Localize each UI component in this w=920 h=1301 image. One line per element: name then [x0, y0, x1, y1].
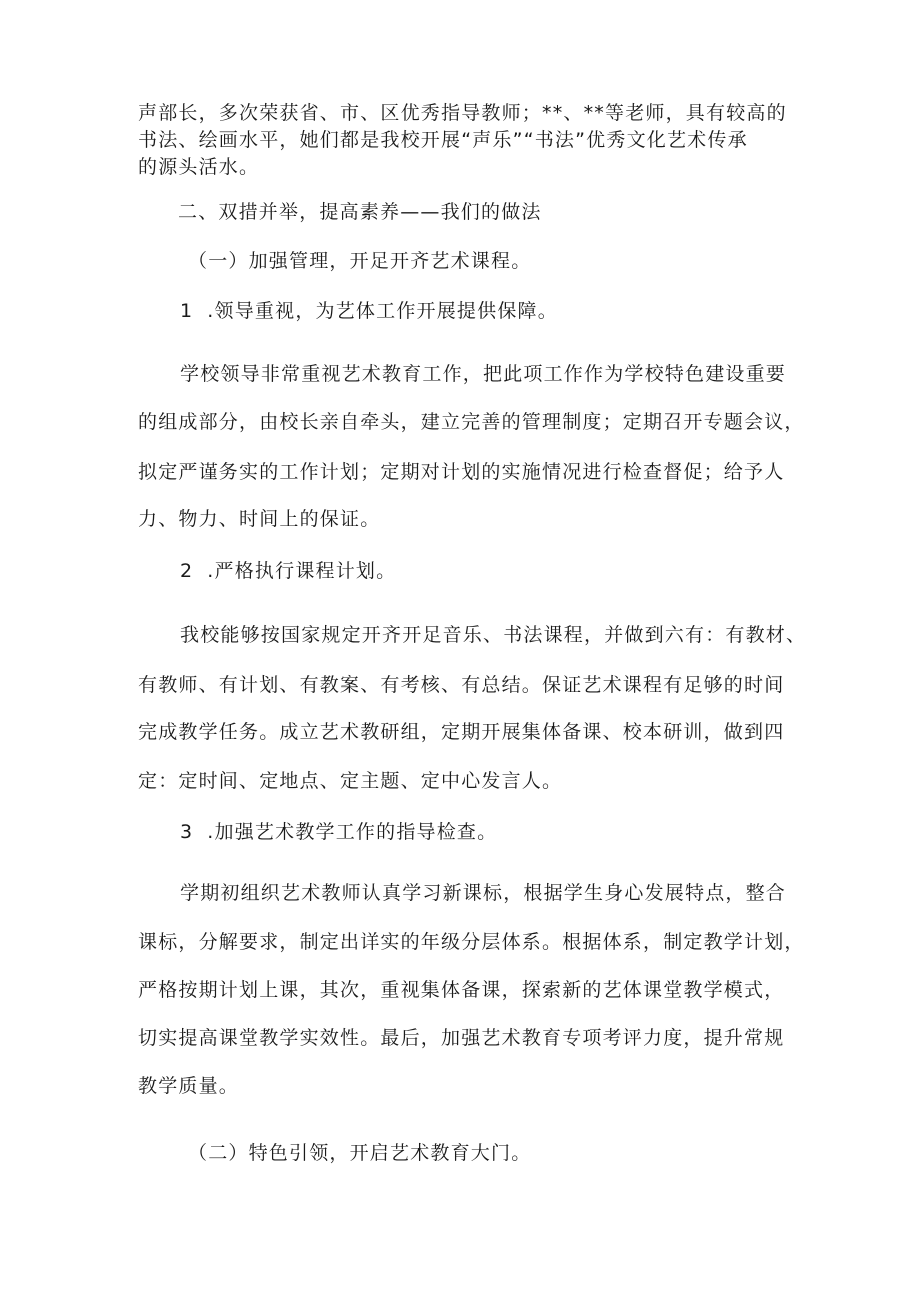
intro-line-1: 声部长，多次荣获省、市、区优秀指导教师；**、**等老师，具有较高的	[138, 102, 787, 124]
paragraph-3-line-1: 学期初组织艺术教师认真学习新课标，根据学生身心发展特点，整合	[180, 882, 787, 904]
paragraph-2-line-1: 我校能够按国家规定开齐开足音乐、书法课程，并做到六有：有教材、	[180, 624, 807, 646]
paragraph-2-line-4: 定：定时间、定地点、定主题、定中心发言人。	[138, 770, 563, 792]
paragraph-1-line-1: 学校领导非常重视艺术教育工作，把此项工作作为学校特色建设重要	[180, 363, 787, 385]
item-1-number: 1	[180, 300, 194, 322]
paragraph-1-line-4: 力、物力、时间上的保证。	[138, 508, 381, 530]
intro-line-3: 的源头活水。	[138, 156, 260, 178]
paragraph-3-line-3: 严格按期计划上课，其次，重视集体备课，探索新的艺体课堂教学模式，	[138, 979, 785, 1001]
item-3-heading	[180, 820, 497, 844]
paragraph-1-line-3: 拟定严谨务实的工作计划；定期对计划的实施情况进行检查督促；给予人	[138, 461, 785, 483]
item-3-title: .加强艺术教学工作的指导检查。	[207, 821, 498, 843]
paragraph-3-line-5: 教学质量。	[138, 1075, 240, 1097]
subsection-heading-1: （一）加强管理，开足开齐艺术课程。	[188, 250, 532, 272]
item-3-number: 3	[180, 821, 194, 843]
paragraph-3-line-4: 切实提高课堂教学实效性。最后，加强艺术教育专项考评力度，提升常规	[138, 1027, 785, 1049]
item-2-number: 2	[180, 560, 194, 582]
item-2-title: .严格执行课程计划。	[207, 560, 397, 582]
item-1-title: .领导重视，为艺体工作开展提供保障。	[207, 300, 558, 322]
subsection-heading-2: （二）特色引领，开启艺术教育大门。	[188, 1142, 532, 1164]
intro-line-2: 书法、绘画水平，她们都是我校开展“声乐”“书法”优秀文化艺术传承	[138, 129, 748, 151]
item-1-heading	[180, 299, 558, 323]
section-heading: 二、双措并举，提高素养——我们的做法	[178, 201, 542, 223]
paragraph-1-line-2: 的组成部分，由校长亲自牵头，建立完善的管理制度；定期召开专题会议，	[138, 411, 805, 433]
paragraph-3-line-2: 课标，分解要求，制定出详实的年级分层体系。根据体系，制定教学计划，	[138, 931, 805, 953]
paragraph-2-line-2: 有教师、有计划、有教案、有考核、有总结。保证艺术课程有足够的时间	[138, 674, 785, 696]
item-2-heading	[180, 559, 396, 583]
paragraph-2-line-3: 完成教学任务。成立艺术教研组，定期开展集体备课、校本研训，做到四	[138, 721, 785, 743]
